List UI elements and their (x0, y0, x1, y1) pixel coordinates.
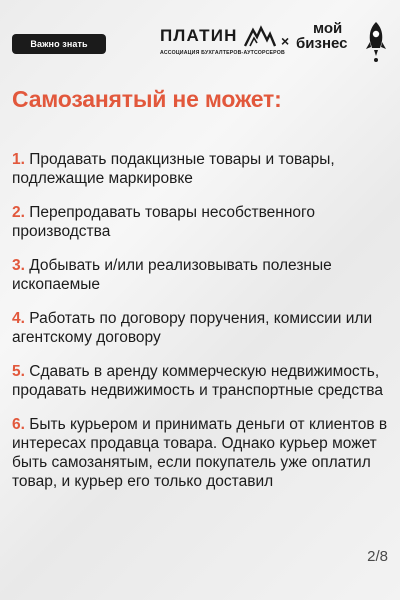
platin-logo-name: ПЛАТИН (160, 26, 238, 45)
list-item-text: Сдавать в аренду коммерческую недвижимость, продавать недвижимость и транспортные средства (12, 363, 383, 399)
list-item-number: 1. (12, 151, 25, 168)
platin-logo (160, 24, 285, 62)
list-item (12, 362, 392, 400)
moy-biznes-logo-line2: бизнес (296, 35, 348, 52)
list-item-number: 6. (12, 416, 25, 433)
platin-logo-subtitle: АССОЦИАЦИЯ БУХГАЛТЕРОВ-АУТСОРСЕРОВ (160, 50, 285, 56)
list-item-text: Работать по договору поручения, комиссии или агентскому договору (12, 310, 373, 346)
page-indicator: 2/8 (367, 548, 388, 565)
list-item-number: 2. (12, 204, 25, 221)
list-item (12, 203, 392, 241)
page-title: Самозанятый не может: (12, 86, 282, 112)
restriction-list (12, 150, 392, 506)
list-item-text: Перепродавать товары несобственного производства (12, 204, 315, 240)
rocket-pin-icon (366, 21, 386, 63)
list-item (12, 150, 392, 188)
header (0, 0, 400, 70)
list-item-text: Быть курьером и принимать деньги от клиентов в интересах продавца товара. Однако курьер может быть самозанятым, если покупатель уже оплатил товар, и курьер его только доставил (12, 416, 388, 490)
moy-biznes-logo-line1: мой (313, 20, 343, 37)
list-item-number: 4. (12, 310, 25, 327)
list-item (12, 415, 392, 491)
list-item (12, 256, 392, 294)
moy-biznes-logo (296, 21, 392, 65)
list-item-text: Добывать и/или реализовывать полезные ископаемые (12, 257, 332, 293)
list-item-text: Продавать подакцизные товары и товары, подлежащие маркировке (12, 151, 335, 187)
list-item-number: 5. (12, 363, 25, 380)
mountain-peaks-icon (244, 24, 276, 48)
partnership-separator: × (281, 33, 290, 49)
important-badge: Важно знать (12, 34, 106, 54)
list-item (12, 309, 392, 347)
list-item-number: 3. (12, 257, 25, 274)
